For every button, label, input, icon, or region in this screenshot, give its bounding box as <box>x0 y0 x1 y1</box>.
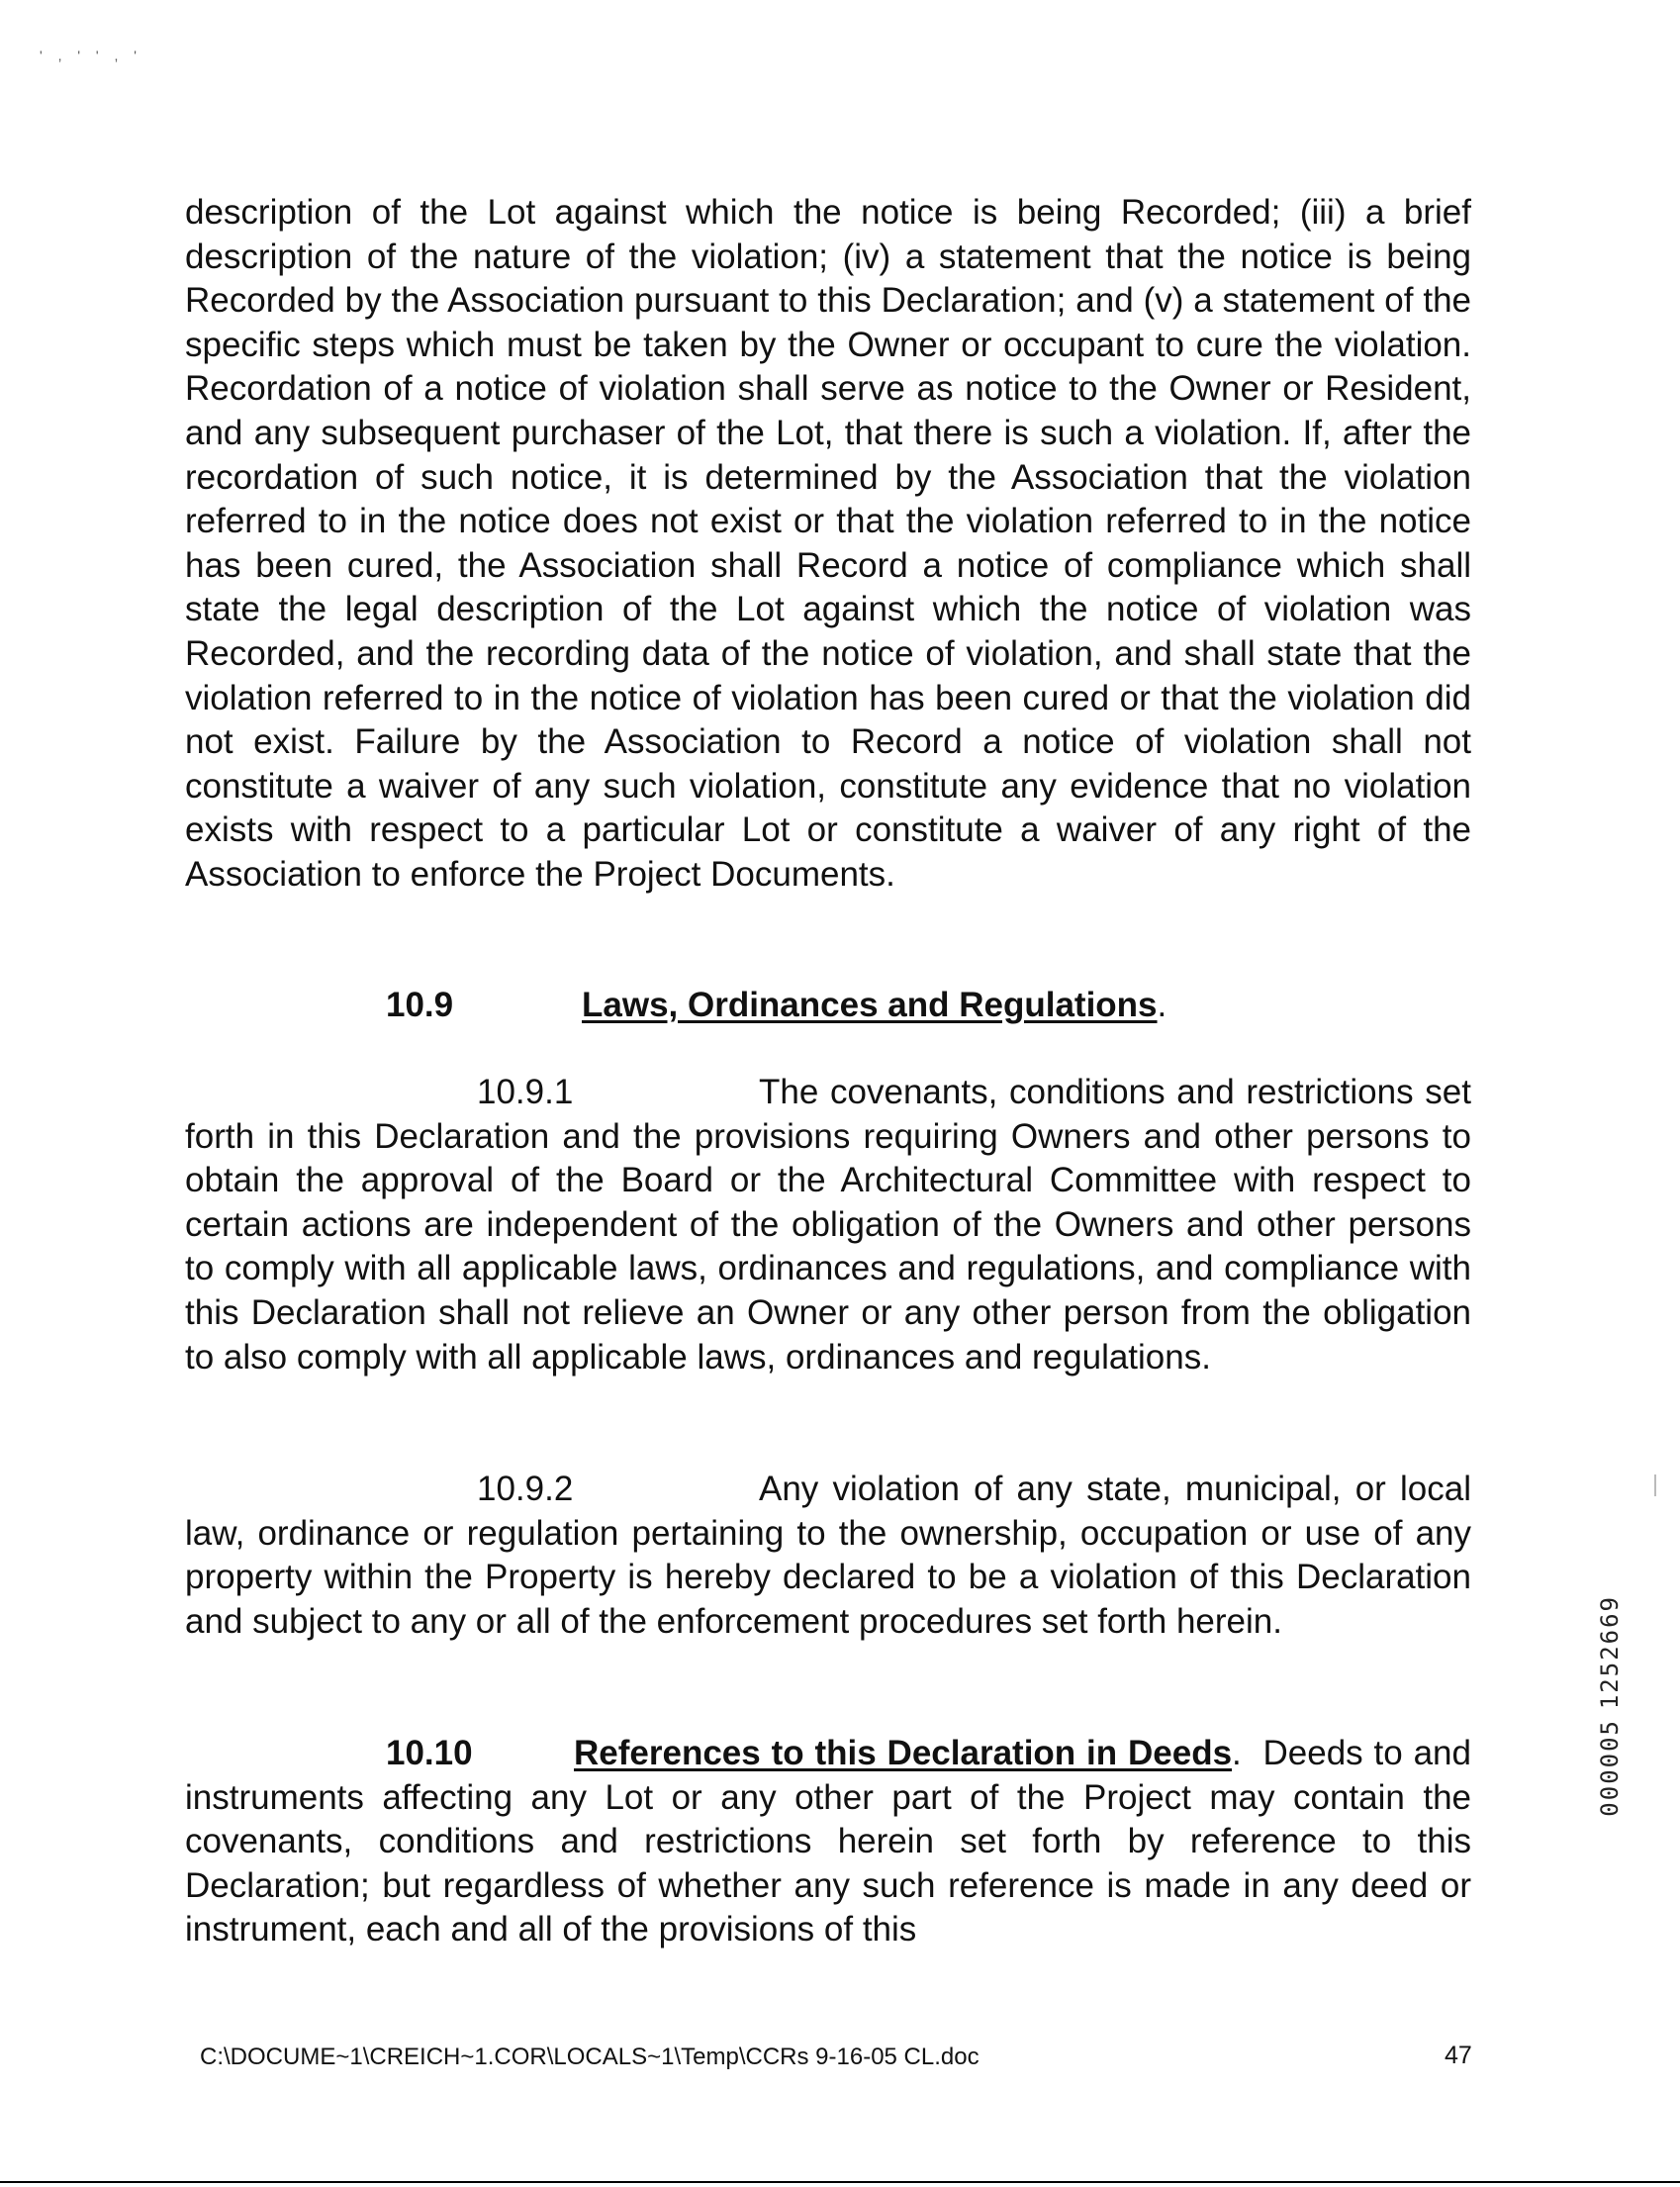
stamp-number-top: 1252669 <box>1596 1595 1624 1710</box>
margin-document-stamp <box>1590 1595 1630 1862</box>
paragraph-10-9-2 <box>185 1468 1471 1644</box>
paragraph-notice-of-violation: description of the Lot against which the notice is being Recorded; (iii) a brief description of the nature of the violation; (iv) a statement that the notice is being Recorded by the Association pursuant to this Declaration; and (v) a statement of the specific steps which must be taken by the Owner or occupant to cure the violation. Recordation of a notice of violation shall serve as notice to the Owner or Resident, and any subsequent purchaser of the Lot, that there is such a violation. If, after the recordation of such notice, it is determined by the Association that the violation referred to in the notice does not exist or that the violation referred to in the notice has been cured, the Association shall Record a notice of compliance which shall state the legal description of the Lot against which the notice of violation was Recorded, and the recording data of the notice of violation, and shall state that the violation referred to in the notice of violation has been cured or that the violation did not exist. Failure by the Association to Record a notice of violation shall not constitute a waiver of any such violation, constitute any evidence that no violation exists with respect to a particular Lot or constitute a waiver of any right of the Association to enforce the Project Documents. <box>185 193 1471 894</box>
stamp-number-bottom: 000005 <box>1596 1719 1624 1817</box>
scan-mark <box>1654 1474 1656 1496</box>
footer-file-path: C:\DOCUME~1\CREICH~1.COR\LOCALS~1\Temp\CCRs 9-16-05 CL.doc <box>200 2044 980 2070</box>
subsection-text: Any violation of any state, municipal, or local law, ordinance or regulation pertaining to the ownership, occupation or use of any property within the Property is hereby declared to be a violation of this Declaration and subject to any or all of the enforcement procedures set forth herein. <box>185 1470 1471 1641</box>
section-title: Laws, Ordinances and Regulations <box>582 986 1158 1024</box>
subsection-number: 10.9.2 <box>477 1470 574 1508</box>
section-number: 10.10 <box>386 1734 473 1772</box>
section-title-period: . <box>1232 1734 1242 1772</box>
section-title-period: . <box>1157 986 1167 1024</box>
section-heading-10-9 <box>386 984 1167 1027</box>
paragraph-10-9-1 <box>185 1071 1471 1379</box>
paragraph-10-10 <box>185 1732 1471 1952</box>
footer-page-number: 47 <box>1445 2042 1472 2069</box>
subsection-number: 10.9.1 <box>477 1073 574 1111</box>
subsection-text: The covenants, conditions and restrictions set forth in this Declaration and the provisions requiring Owners and other persons to obtain the approval of the Board or the Architectural Committee with respect to certain actions are independent of the obligation of the Owners and other persons to comply with all applicable laws, ordinances and regulations, and compliance with this Declaration shall not relieve an Owner or any other person from the obligation to also comply with all applicable laws, ordinances and regulations. <box>185 1073 1471 1377</box>
scan-bottom-edge <box>0 2181 1680 2183</box>
section-title: References to this Declaration in Deeds <box>574 1734 1233 1772</box>
section-number: 10.9 <box>386 986 454 1024</box>
section-text: Deeds to and instruments affecting any Lot or any other part of the Project may contain the covenants, conditions and restrictions herein set forth by reference to this Declaration; but regardless of whether any such reference is made in any deed or instrument, each and all of the provisions of this <box>185 1734 1471 1949</box>
scan-specks: ' , ' ' , ' <box>40 48 142 63</box>
